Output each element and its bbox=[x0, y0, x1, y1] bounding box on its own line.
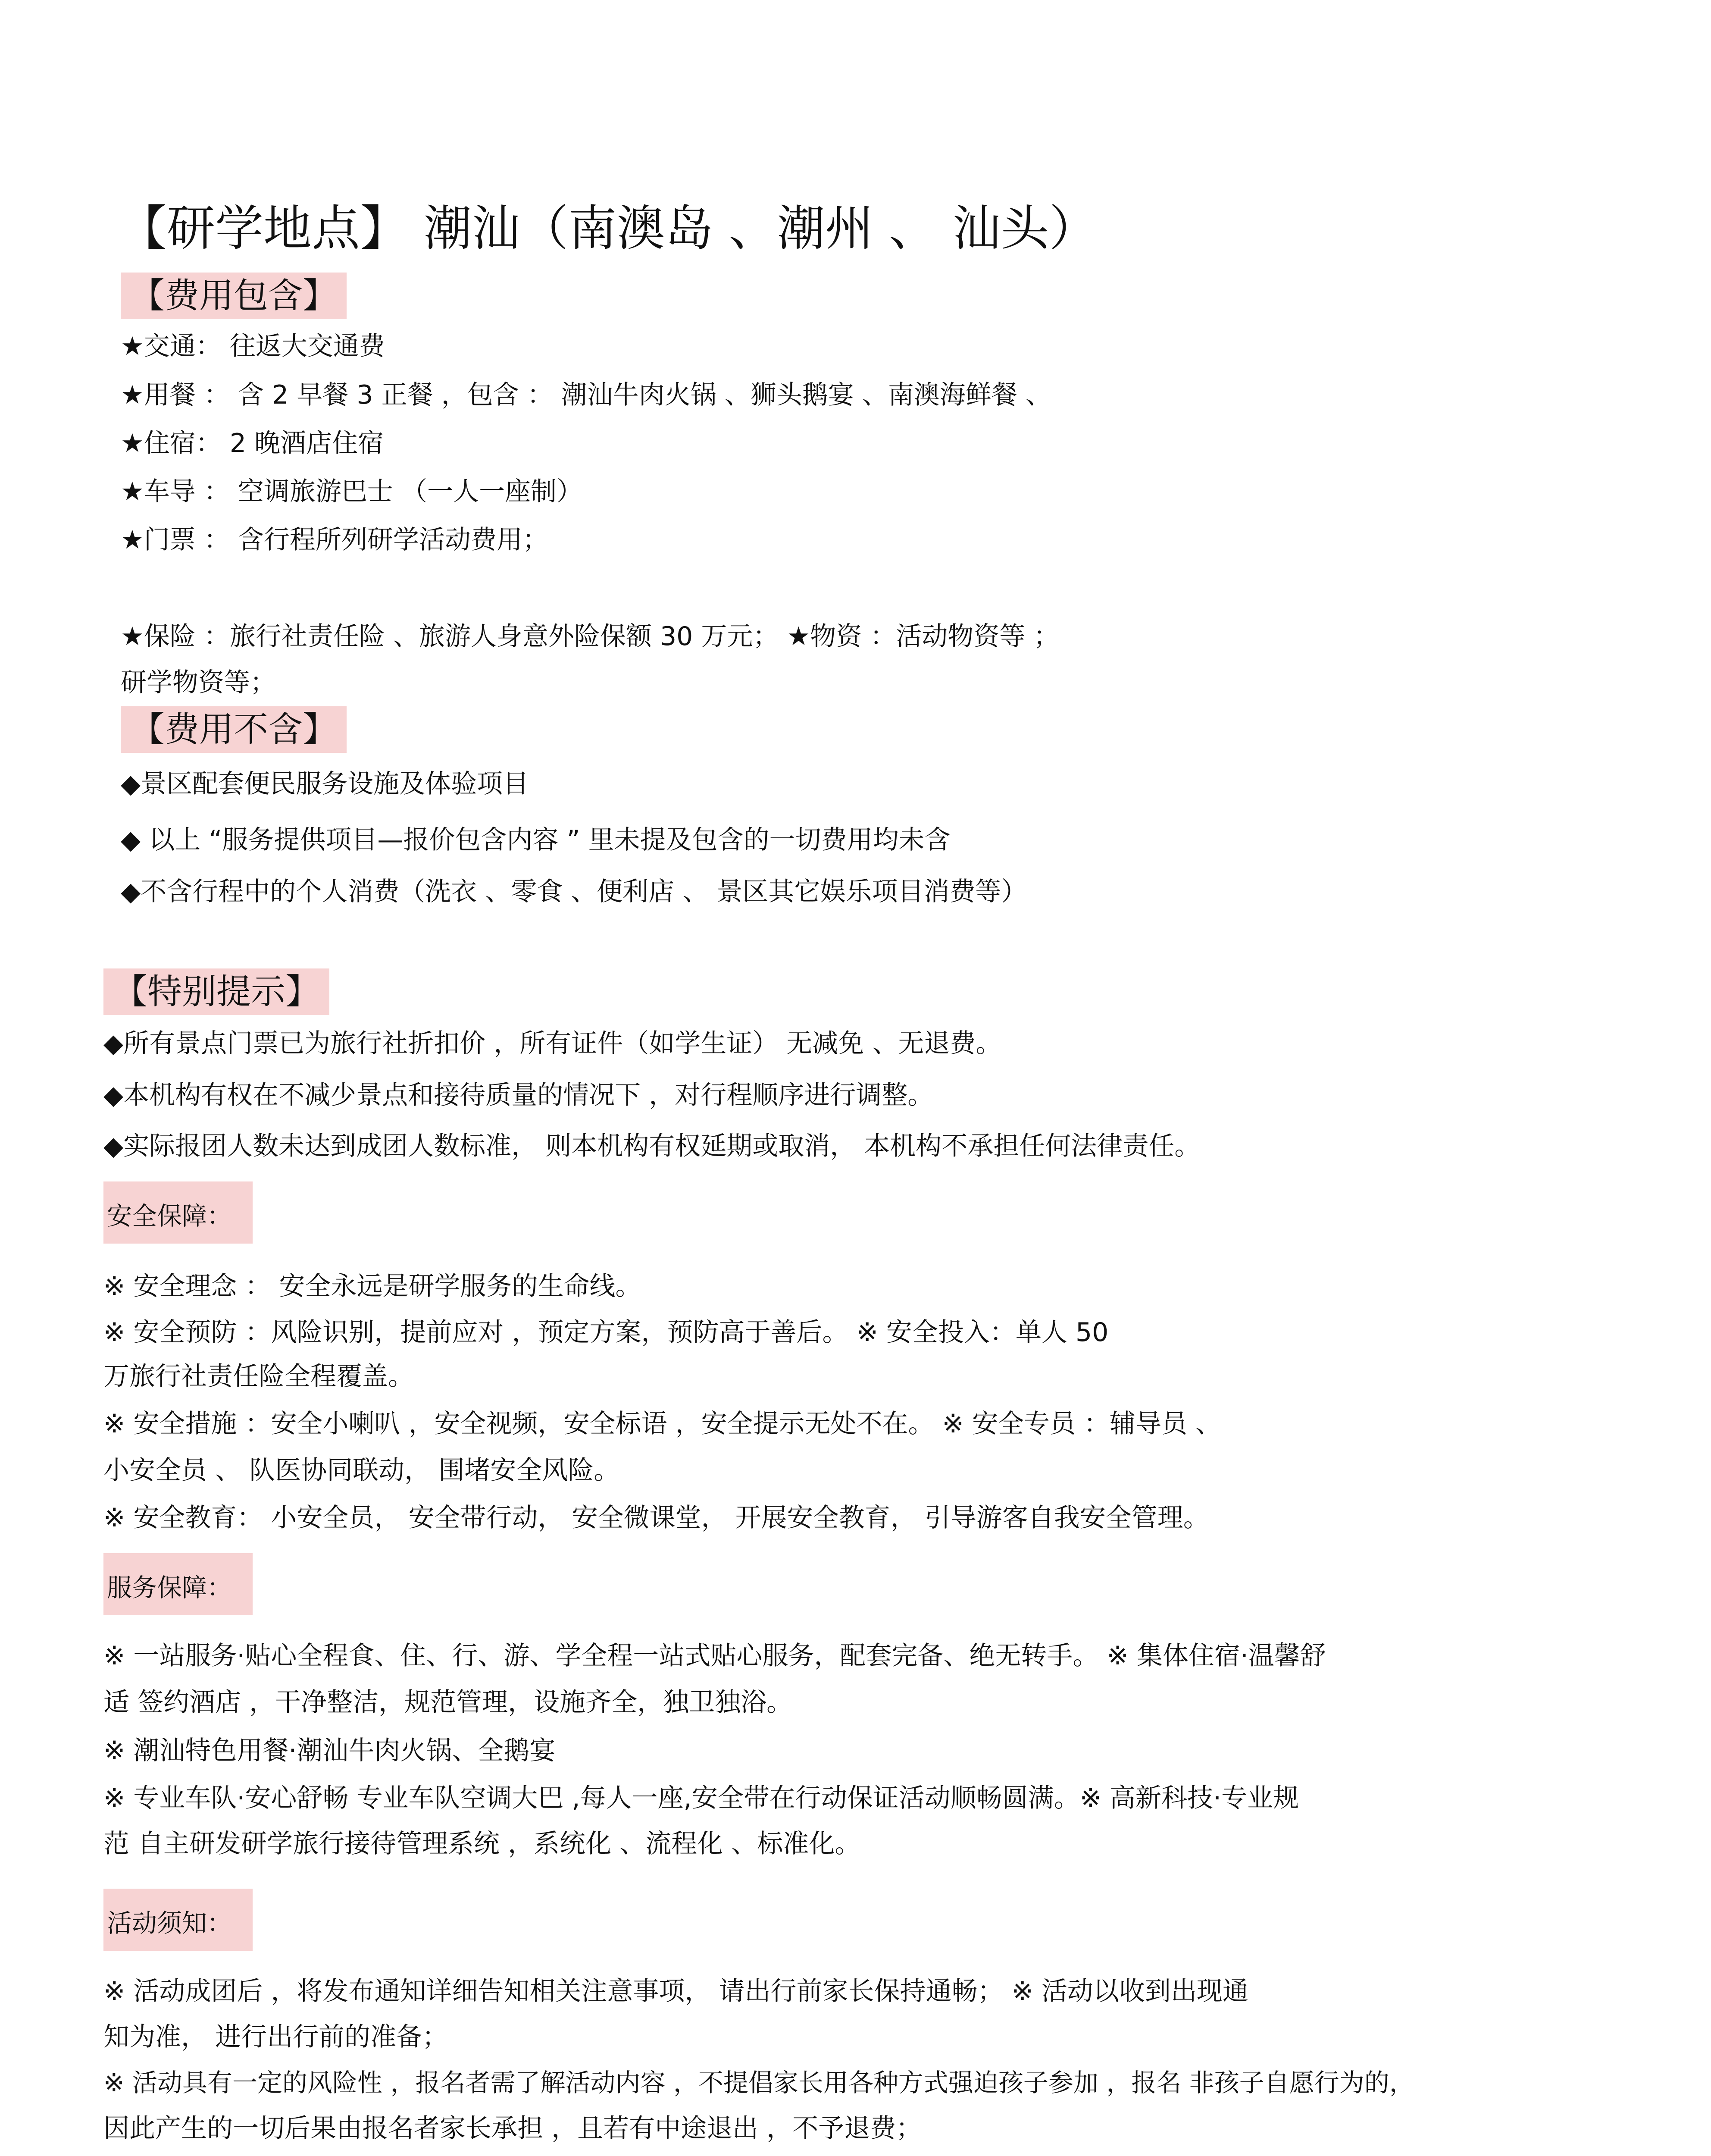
fees-included-line: ★用餐 ： 含 2 早餐 3 正餐 ，包含 ： 潮汕牛肉火锅 、狮头鹅宴 、南澳海鲜餐 、 bbox=[121, 380, 1052, 410]
fees-included-line: ★车导 ： 空调旅游巴士 （一人一座制） bbox=[121, 476, 583, 507]
activity-header: 活动须知： bbox=[103, 1889, 253, 1951]
service-line: 适 签约酒店 ，干净整洁，规范管理，设施齐全，独卫独浴。 bbox=[103, 1687, 793, 1717]
safety-line: 小安全员 、 队医协同联动， 围堵安全风险。 bbox=[103, 1455, 620, 1485]
safety-line: ※ 安全预防 ：风险识别，提前应对 ，预定方案，预防高于善后。 ※ 安全投入：单人 50 bbox=[103, 1317, 1109, 1348]
safety-line: ※ 安全理念 ： 安全永远是研学服务的生命线。 bbox=[103, 1271, 641, 1301]
safety-line: 万旅行社责任险全程覆盖。 bbox=[103, 1361, 414, 1391]
activity-line: ※ 活动具有一定的风险性 ，报名者需了解活动内容 ，不提倡家长用各种方式强迫孩子参加 ，报名 非孩子自愿行为的， bbox=[103, 2068, 1414, 2097]
special-notes-line: ◆本机构有权在不减少景点和接待质量的情况下 ，对行程顺序进行调整。 bbox=[103, 1080, 934, 1110]
service-line: ※ 潮汕特色用餐·潮汕牛肉火锅、全鹅宴 bbox=[103, 1736, 556, 1766]
fees-included-line: ★保险 ：旅行社责任险 、旅游人身意外险保额 30 万元； ★物资 ：活动物资等 ； bbox=[121, 621, 1060, 652]
fees-excluded-line: ◆ 以上 “服务提供项目—报价包含内容 ” 里未提及包含的一切费用均未含 bbox=[121, 825, 951, 855]
fees-included-line: ★交通： 往返大交通费 bbox=[121, 331, 385, 361]
service-line: ※ 一站服务·贴心全程食、住、行、游、学全程一站式贴心服务，配套完备、绝无转手。 ※ 集体住宿·温馨舒 bbox=[103, 1641, 1326, 1671]
fees-excluded-header: 【费用不含】 bbox=[121, 706, 347, 753]
service-line: 范 自主研发研学旅行接待管理系统 ，系统化 、流程化 、标准化。 bbox=[103, 1829, 861, 1859]
activity-line: 因此产生的一切后果由报名者家长承担 ，且若有中途退出 ，不予退费； bbox=[103, 2113, 922, 2143]
fees-excluded-line: ◆景区配套便民服务设施及体验项目 bbox=[121, 769, 529, 799]
service-header: 服务保障： bbox=[103, 1553, 253, 1615]
service-line: ※ 专业车队·安心舒畅 专业车队空调大巴 ,每人一座,安全带在行动保证活动顺畅圆满。※ 高新科技·专业规 bbox=[103, 1783, 1299, 1813]
fees-included-line: ★住宿： 2 晚酒店住宿 bbox=[121, 428, 384, 458]
page-title: 【研学地点】 潮汕（南澳岛 、潮州 、 汕头） bbox=[119, 201, 1098, 257]
fees-included-line: 研学物资等； bbox=[121, 667, 276, 698]
fees-included-header: 【费用包含】 bbox=[121, 273, 347, 319]
safety-line: ※ 安全教育： 小安全员， 安全带行动， 安全微课堂， 开展安全教育， 引导游客自我安全管理。 bbox=[103, 1503, 1209, 1533]
activity-line: 知为准， 进行出行前的准备； bbox=[103, 2022, 448, 2052]
activity-line: ※ 活动成团后 ，将发布通知详细告知相关注意事项， 请出行前家长保持通畅； ※ 活动以收到出现通 bbox=[103, 1976, 1248, 2006]
special-notes-line: ◆实际报团人数未达到成团人数标准， 则本机构有权延期或取消， 本机构不承担任何法律责任。 bbox=[103, 1131, 1201, 1161]
special-notes-line: ◆所有景点门票已为旅行社折扣价 ，所有证件（如学生证） 无减免 、无退费。 bbox=[103, 1028, 1002, 1059]
fees-included-line: ★门票 ： 含行程所列研学活动费用； bbox=[121, 525, 548, 555]
special-notes-header: 【特别提示】 bbox=[103, 968, 329, 1015]
safety-header: 安全保障： bbox=[103, 1181, 253, 1244]
safety-line: ※ 安全措施 ：安全小喇叭 ，安全视频，安全标语 ，安全提示无处不在。 ※ 安全专员 ：辅导员 、 bbox=[103, 1409, 1222, 1439]
fees-excluded-line: ◆不含行程中的个人消费（洗衣 、零食 、便利店 、 景区其它娱乐项目消费等） bbox=[121, 877, 1027, 907]
